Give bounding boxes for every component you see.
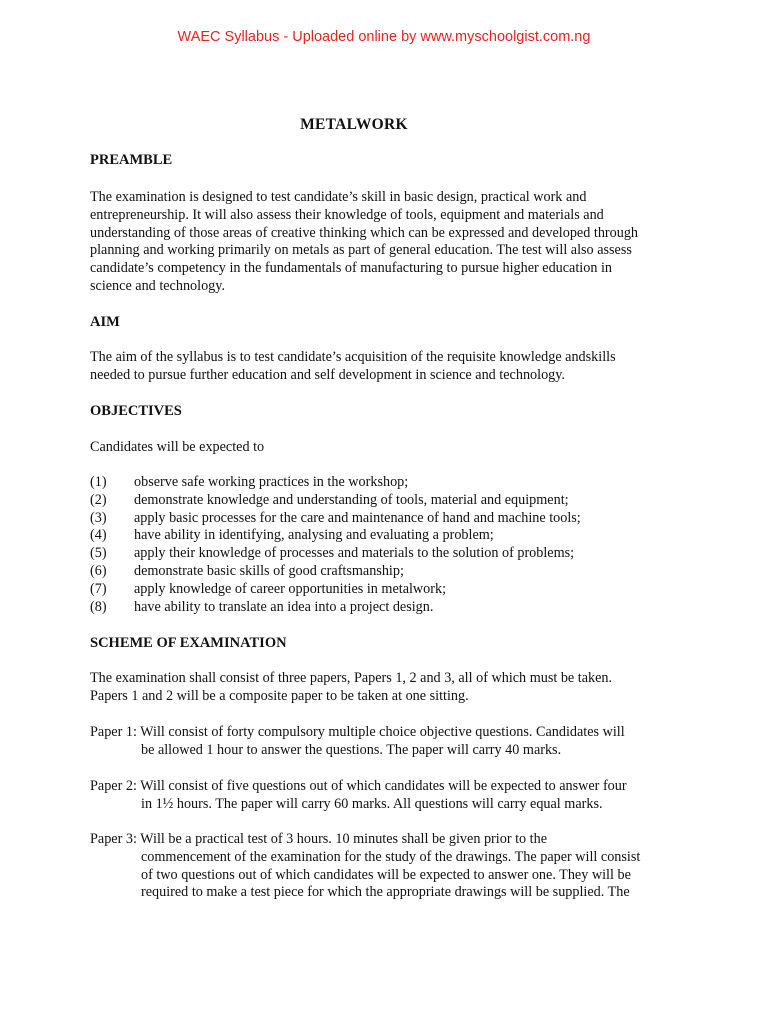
aim-line: The aim of the syllabus is to test candidate’s acquisition of the requisite knowledge andskills: [90, 349, 616, 365]
item-text: apply their knowledge of processes and materials to the solution of problems;: [134, 545, 575, 562]
list-item: [90, 492, 690, 510]
item-number: (6): [90, 562, 107, 579]
item-text: observe safe working practices in the workshop;: [134, 474, 409, 490]
aim-line: needed to pursue further education and self development in science and technology.: [90, 366, 565, 383]
list-item: [90, 545, 690, 563]
preamble-line: understanding of those areas of creative thinking which can be expressed and developed through: [90, 224, 639, 241]
item-number: (7): [90, 580, 107, 597]
scheme-line: Papers 1 and 2 will be a composite paper to be taken at one sitting.: [90, 687, 469, 704]
item-text: demonstrate basic skills of good craftsmanship;: [134, 562, 404, 579]
item-text: demonstrate knowledge and understanding of tools, material and equipment;: [134, 491, 569, 508]
objectives-list: [90, 474, 690, 616]
aim-heading: AIM: [90, 314, 120, 330]
list-item: [90, 527, 690, 545]
objectives-heading: OBJECTIVES: [90, 403, 182, 419]
preamble-line: science and technology.: [90, 277, 225, 294]
scheme-line: The examination shall consist of three papers, Papers 1, 2 and 3, all of which must be taken.: [90, 670, 613, 686]
scheme-heading: SCHEME OF EXAMINATION: [90, 635, 287, 651]
item-number: (5): [90, 545, 107, 562]
list-item: [90, 599, 690, 617]
preamble-line: The examination is designed to test candidate’s skill in basic design, practical work and: [90, 189, 587, 205]
preamble-line: planning and working primarily on metals as part of general education. The test will also assess: [90, 242, 632, 259]
preamble-paragraph: [90, 189, 690, 296]
objectives-intro: Candidates will be expected to: [90, 439, 265, 455]
item-number: (2): [90, 491, 107, 508]
list-item: [90, 510, 690, 528]
paper-1-description: [90, 724, 690, 760]
paper-3-line: required to make a test piece for which the appropriate drawings will be supplied. The: [141, 884, 630, 901]
page-title: METALWORK: [300, 116, 408, 133]
item-number: (3): [90, 509, 107, 526]
scheme-paragraph: [90, 670, 690, 706]
list-item: [90, 563, 690, 581]
header-link[interactable]: WAEC Syllabus - Uploaded online by www.myschoolgist.com.ng: [177, 29, 591, 45]
paper-2-description: [90, 778, 690, 814]
item-number: (8): [90, 598, 107, 615]
item-number: (1): [90, 474, 107, 490]
item-text: apply knowledge of career opportunities in metalwork;: [134, 580, 447, 597]
aim-paragraph: [90, 349, 690, 385]
paper-2-line: in 1½ hours. The paper will carry 60 marks. All questions will carry equal marks.: [141, 795, 603, 812]
item-text: have ability to translate an idea into a project design.: [134, 598, 434, 615]
item-text: apply basic processes for the care and maintenance of hand and machine tools;: [134, 509, 581, 526]
paper-1-line: Paper 1: Will consist of forty compulsory multiple choice objective questions. Candidates will: [90, 724, 625, 740]
paper-3-line: Paper 3: Will be a practical test of 3 hours. 10 minutes shall be given prior to the: [90, 831, 547, 847]
paper-3-line: of two questions out of which candidates will be expected to answer one. They will be: [141, 866, 631, 883]
preamble-heading: PREAMBLE: [90, 152, 173, 168]
paper-3-description: [90, 831, 690, 902]
list-item: [90, 581, 690, 599]
preamble-line: entrepreneurship. It will also assess their knowledge of tools, equipment and materials and: [90, 206, 604, 223]
paper-2-line: Paper 2: Will consist of five questions out of which candidates will be expected to answer four: [90, 778, 627, 794]
paper-1-line: be allowed 1 hour to answer the questions. The paper will carry 40 marks.: [141, 741, 562, 758]
preamble-line: candidate’s competency in the fundamentals of manufacturing to pursue higher education in: [90, 260, 613, 277]
item-text: have ability in identifying, analysing and evaluating a problem;: [134, 527, 494, 544]
paper-3-line: commencement of the examination for the study of the drawings. The paper will consist: [141, 848, 641, 865]
list-item: [90, 474, 690, 492]
item-number: (4): [90, 527, 107, 544]
